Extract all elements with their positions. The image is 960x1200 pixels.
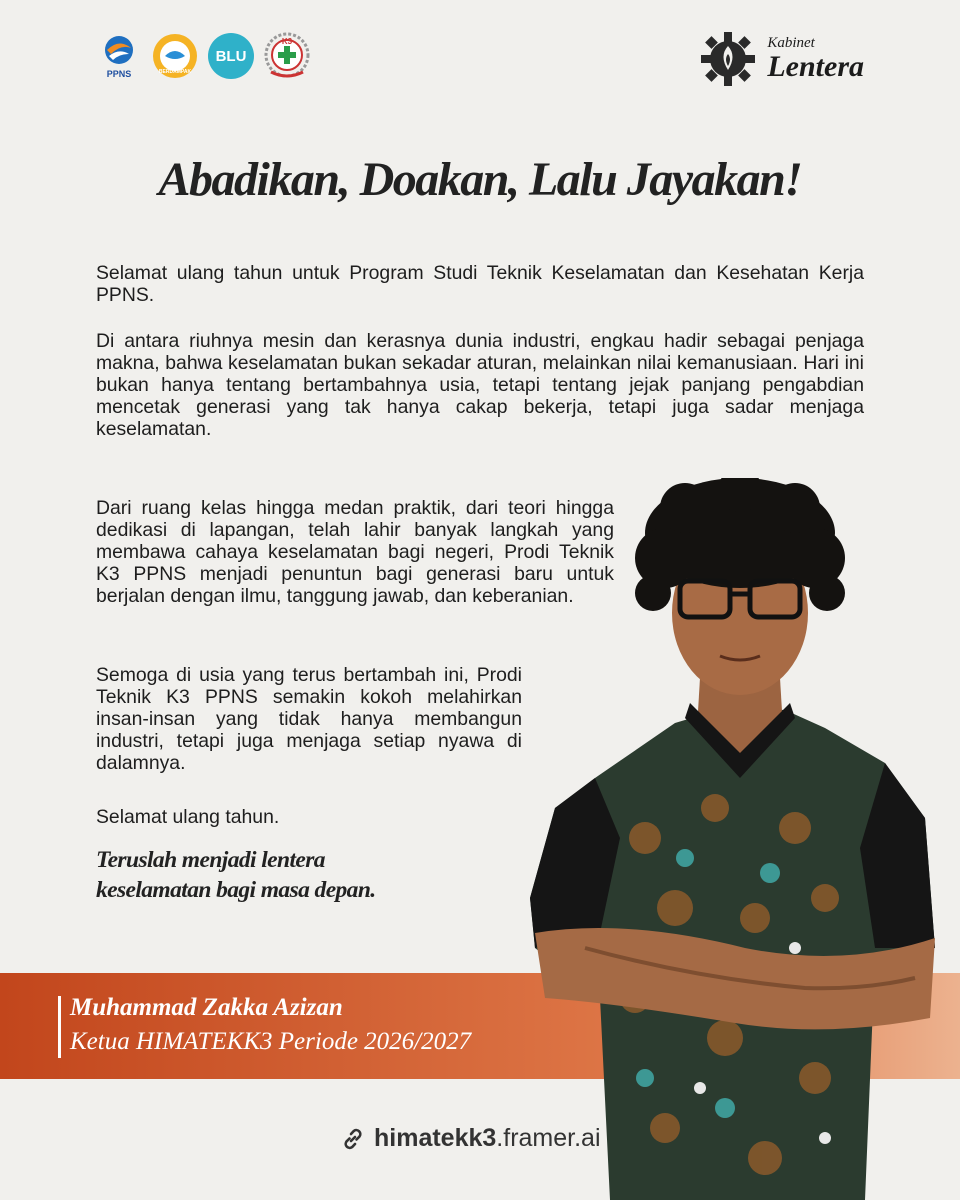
paragraph-hope: Semoga di usia yang terus bertambah ini, Prodi Teknik K3 PPNS semakin kokoh melahirkan insan-insan yang tidak hanya membangun industri, tetapi juga menjaga setiap nyawa di dalamnya. [96,664,522,774]
signature-accent-bar [58,996,61,1058]
ppns-logo-label: PPNS [106,69,132,79]
partner-logos [95,32,311,80]
signature-name: Muhammad Zakka Azizan [70,994,343,1021]
paragraph-journey: Dari ruang kelas hingga medan praktik, dari teori hingga dedikasi di lapangan, telah lahir banyak langkah yang membawa cahaya keselamatan bagi negeri, Prodi Teknik K3 PPNS menjadi penuntun bagi generasi baru untuk berjalan dengan ilmu, tanggung jawab, dan keberanian. [96,497,614,607]
blu-speed-logo-icon [207,32,255,80]
closing-line-2: keselamatan bagi masa depan. [96,877,376,903]
k3-logo-icon [263,32,311,80]
cabinet-label: Kabinet [767,35,815,51]
blu-logo-label: BLU [215,48,247,65]
cabinet-name: Lentera [767,50,864,83]
lantern-gear-icon [697,28,759,90]
cabinet-brand [697,28,864,90]
paragraph-birthday: Selamat ulang tahun. [96,806,280,828]
headline: Abadikan, Doakan, Lalu Jayakan! [158,153,802,206]
website-suffix: .framer.ai [496,1124,601,1152]
dies-natalis-logo-icon [151,32,199,80]
dies-logo-label: BERDAMPAK [158,69,192,75]
k3-logo-label: K3 [281,37,293,46]
closing-quote [96,845,516,905]
website-domain: himatekk3 [374,1124,497,1152]
website-url[interactable] [374,1124,601,1153]
paragraph-greeting: Selamat ulang tahun untuk Program Studi Teknik Keselamatan dan Kesehatan Kerja PPNS. [96,262,864,306]
cabinet-title [767,36,864,82]
paragraph-intro: Di antara riuhnya mesin dan kerasnya dunia industri, engkau hadir sebagai penjaga makna, bahwa keselamatan bukan sekadar aturan, melainkan nilai kemanusiaan. Hari ini bukan hanya tentang bertambahnya usia, tetapi tentang jejak panjang pengabdian mencetak generasi yang tak hanya cakap bekerja, tetapi juga sadar menjaga keselamatan. [96,330,864,440]
link-icon [340,1126,366,1152]
signature-role: Ketua HIMATEKK3 Periode 2026/2027 [70,1028,472,1055]
closing-line-1: Teruslah menjadi lentera [96,847,325,873]
ppns-logo-icon [95,32,143,80]
website-link[interactable] [340,1124,601,1153]
portrait-photo [525,478,960,1200]
